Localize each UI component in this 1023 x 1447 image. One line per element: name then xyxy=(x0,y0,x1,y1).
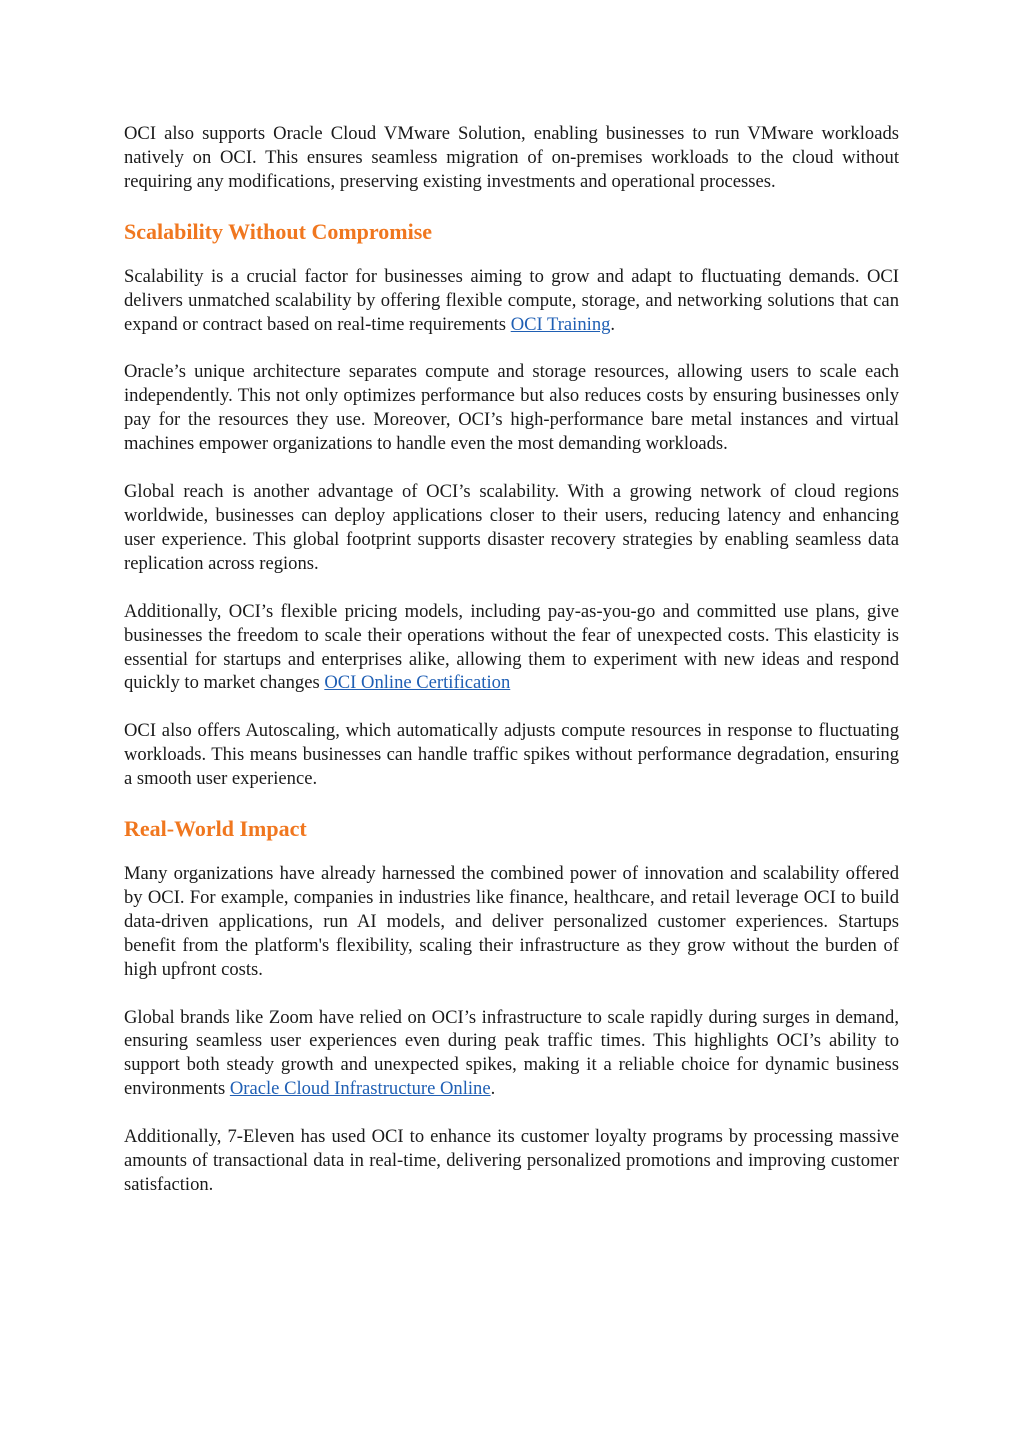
paragraph-zoom-end: . xyxy=(490,1078,496,1100)
paragraph-seven-eleven xyxy=(124,1125,899,1197)
paragraph-organizations xyxy=(124,862,899,982)
link-oci-training[interactable]: OCI Training xyxy=(510,313,611,335)
paragraph-global-reach xyxy=(124,480,899,576)
paragraph-architecture-text: Oracle’s unique architecture separates compute and storage resources, allowing users to scale each independently. This not only optimizes performance but also reduces costs by ensuring businesses only pay for the resources they use. Moreover, OCI’s high-performance bare metal instances and virtual machines empower organizations to handle even the most demanding workloads. xyxy=(124,361,899,455)
paragraph-zoom-text: Global brands like Zoom have relied on OCI’s infrastructure to scale rapidly during surges in demand, ensuring seamless user experiences even during peak traffic times. This highlights OCI’s ability to support both steady growth and unexpected spikes, making it a reliable choice for dynamic business environments xyxy=(124,1006,899,1100)
paragraph-seven-eleven-text: Additionally, 7-Eleven has used OCI to enhance its customer loyalty programs by processing massive amounts of transactional data in real-time, delivering personalized promotions and improving customer satisfaction. xyxy=(124,1126,899,1195)
link-oci-online-certification[interactable]: OCI Online Certification xyxy=(324,672,511,694)
paragraph-scalability-intro xyxy=(124,265,899,337)
paragraph-vmware xyxy=(124,122,899,194)
paragraph-autoscaling xyxy=(124,719,899,791)
document-page xyxy=(124,122,899,1221)
paragraph-architecture xyxy=(124,360,899,456)
paragraph-zoom xyxy=(124,1006,899,1102)
paragraph-pricing-text: Additionally, OCI’s flexible pricing models, including pay-as-you-go and committed use plans, give businesses the freedom to scale their operations without the fear of unexpected costs. This elasticity is essential for startups and enterprises alike, allowing them to experiment with new ideas and respond quickly to market changes xyxy=(124,600,899,694)
link-oracle-cloud-infrastructure-online[interactable]: Oracle Cloud Infrastructure Online xyxy=(229,1078,491,1100)
paragraph-autoscaling-text: OCI also offers Autoscaling, which automatically adjusts compute resources in response to fluctuating workloads. This means businesses can handle traffic spikes without performance degradation, ensuring a smooth user experience. xyxy=(124,720,899,790)
paragraph-global-reach-text: Global reach is another advantage of OCI’s scalability. With a growing network of cloud regions worldwide, businesses can deploy applications closer to their users, reducing latency and enhancing user experience. This global footprint supports disaster recovery strategies by enabling seamless data replication across regions. xyxy=(124,481,899,574)
paragraph-vmware-text: OCI also supports Oracle Cloud VMware Solution, enabling businesses to run VMware workloads natively on OCI. This ensures seamless migration of on-premises workloads to the cloud without requiring any modifications, preserving existing investments and operational processes. xyxy=(124,123,899,192)
heading-real-world-impact: Real-World Impact xyxy=(124,816,307,842)
paragraph-pricing xyxy=(124,600,899,696)
paragraph-scalability-intro-end: . xyxy=(610,313,616,335)
heading-scalability: Scalability Without Compromise xyxy=(124,218,433,244)
paragraph-organizations-text: Many organizations have already harnessed the combined power of innovation and scalability offered by OCI. For example, companies in industries like finance, healthcare, and retail leverage OCI to build data-driven applications, run AI models, and deliver personalized customer experiences. Startups benefit from the platform's flexibility, scaling their infrastructure as they grow without the burden of high upfront costs. xyxy=(124,863,899,980)
paragraph-scalability-intro-text: Scalability is a crucial factor for businesses aiming to grow and adapt to fluctuating demands. OCI delivers unmatched scalability by offering flexible compute, storage, and networking solutions that can expand or contract based on real-time requirements xyxy=(124,265,899,335)
